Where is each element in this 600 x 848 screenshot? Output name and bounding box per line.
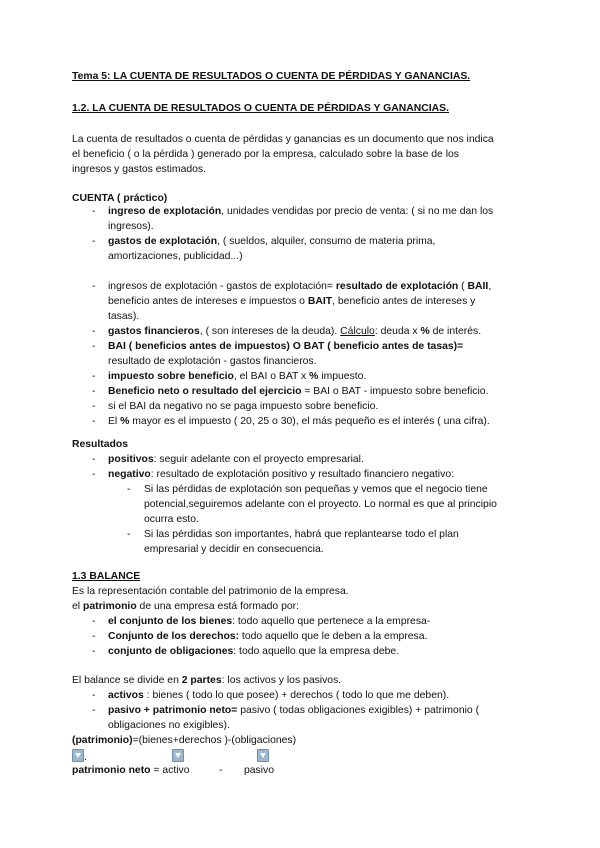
down-arrow-icon xyxy=(172,749,184,762)
down-arrow-icon xyxy=(72,749,84,762)
item-text: de una empresa está formado por: xyxy=(136,601,299,612)
resultados-sub2-line2: empresarial y decidir en consecuencia. xyxy=(144,544,324,555)
balance-division xyxy=(72,675,341,687)
bold-term: conjunto de obligaciones xyxy=(108,646,234,657)
section-heading-1-2: 1.2. LA CUENTA DE RESULTADOS O CUENTA DE PÉRDIDAS Y GANANCIAS. xyxy=(72,103,449,114)
item-text: beneficio antes de intereses e impuestos o xyxy=(108,296,308,307)
item-text: El xyxy=(108,416,121,427)
bullet-dash: - xyxy=(92,690,96,701)
item-text: : resultado de explotación positivo y resultado financiero negativo: xyxy=(150,469,454,480)
bold-term: patrimonio xyxy=(82,601,137,612)
bullet-dash: - xyxy=(92,469,96,480)
balance-derechos xyxy=(108,631,427,643)
cuenta-item-bai-negativo: si el BAI da negativo no se paga impuesto sobre beneficio. xyxy=(108,401,379,412)
patrimonio-neto-minus: - xyxy=(219,765,223,776)
item-text: , xyxy=(488,281,492,292)
bullet-dash: - xyxy=(92,401,96,412)
down-arrow-icon xyxy=(257,749,269,762)
item-text: : bienes ( todo lo que posee) + derechos ( todo lo que me deben). xyxy=(143,690,450,701)
item-text: = BAI o BAT - impuesto sobre beneficio. xyxy=(301,386,489,397)
cuenta-item-gastos-line2: amortizaciones, publicidad...) xyxy=(108,251,243,262)
bullet-dash: - xyxy=(92,454,96,465)
cuenta-item-resultado-line2 xyxy=(108,296,475,308)
balance-pasivo-line2: obligaciones no exigibles). xyxy=(108,720,230,731)
bold-term: 2 partes xyxy=(181,675,222,686)
item-text: de interés. xyxy=(429,326,482,337)
item-text: ( xyxy=(458,281,468,292)
arrow-row xyxy=(72,749,87,764)
bold-term: (patrimonio) xyxy=(72,735,133,746)
item-text: = activo xyxy=(150,765,190,776)
item-text: ingresos de explotación - gastos de explotación= xyxy=(108,281,336,292)
bold-term: gastos de explotación xyxy=(108,236,218,247)
underlined-term: Cálculo xyxy=(340,326,375,337)
item-text: : deuda x xyxy=(374,326,421,337)
bold-term: el conjunto de los bienes xyxy=(108,616,233,627)
arrow-row-3 xyxy=(257,749,269,764)
bold-term: positivos xyxy=(108,454,154,465)
resultados-negativo xyxy=(108,469,454,481)
cuenta-item-resultado xyxy=(108,281,491,293)
bullet-dash: - xyxy=(92,371,96,382)
resultados-sub2-line1: Si las pérdidas son importantes, habrá que replantearse todo el plan xyxy=(144,529,459,540)
balance-bienes xyxy=(108,616,430,628)
patrimonio-neto-pasivo: pasivo xyxy=(244,765,275,776)
bold-term: ingreso de explotación xyxy=(108,206,222,217)
sub-bullet-dash: - xyxy=(127,484,131,495)
item-text: , ( son intereses de la deuda). xyxy=(199,326,341,337)
item-text: , ( sueldos, alquiler, consumo de materia prima, xyxy=(217,236,436,247)
bold-term: gastos financieros xyxy=(108,326,200,337)
cuenta-heading: CUENTA ( práctico) xyxy=(72,193,168,204)
bold-term: impuesto sobre beneficio xyxy=(108,371,234,382)
item-text: : seguir adelante con el proyecto empresarial. xyxy=(153,454,364,465)
patrimonio-formula xyxy=(72,735,296,747)
balance-line1: Es la representación contable del patrimonio de la empresa. xyxy=(72,586,349,597)
bold-term: BAIT xyxy=(307,296,333,307)
cuenta-item-gastos xyxy=(108,236,435,248)
item-text: : todo aquello que la empresa debe. xyxy=(233,646,400,657)
cuenta-item-porcentaje xyxy=(108,416,490,428)
item-text: : los activos y los pasivos. xyxy=(221,675,342,686)
cuenta-item-bai-line2: resultado de explotación - gastos financieros. xyxy=(108,356,317,367)
bullet-dash: - xyxy=(92,236,96,247)
cuenta-item-impuesto xyxy=(108,371,366,383)
bullet-dash: - xyxy=(92,386,96,397)
cuenta-item-bai: BAI ( beneficios antes de impuestos) O BAT ( beneficio antes de tasas)= xyxy=(108,341,464,352)
item-text: , unidades vendidas por precio de venta: ( si no me dan los xyxy=(221,206,494,217)
balance-line2 xyxy=(72,601,299,613)
balance-activos xyxy=(108,690,449,702)
bullet-dash: - xyxy=(92,341,96,352)
bold-term: activos xyxy=(108,690,144,701)
intro-line-1: La cuenta de resultados o cuenta de pérdidas y ganancias es un documento que nos indica xyxy=(72,134,494,145)
item-text: , el BAI o BAT x xyxy=(233,371,310,382)
bold-term: % xyxy=(420,326,430,337)
balance-heading: 1.3 BALANCE xyxy=(72,571,141,582)
sub-bullet-dash: - xyxy=(127,529,131,540)
bold-term: Beneficio neto o resultado del ejercicio xyxy=(108,386,302,397)
bold-term: % xyxy=(120,416,130,427)
arrow-row-2 xyxy=(172,749,184,764)
intro-line-2: el beneficio ( o la pérdida ) generado por la empresa, calculado sobre la base de los xyxy=(72,149,460,160)
cuenta-item-ingreso-line2: ingresos). xyxy=(108,221,154,232)
cuenta-item-ingreso xyxy=(108,206,493,218)
resultados-positivos xyxy=(108,454,364,466)
bullet-dash: - xyxy=(92,631,96,642)
item-text: El balance se divide en xyxy=(72,675,182,686)
patrimonio-neto-line xyxy=(72,765,190,777)
bold-term: pasivo + patrimonio neto= xyxy=(108,705,238,716)
bullet-dash: - xyxy=(92,705,96,716)
item-text: : todo aquello que pertenece a la empresa- xyxy=(232,616,431,627)
bold-term: negativo xyxy=(108,469,151,480)
cuenta-item-beneficio-neto xyxy=(108,386,488,398)
resultados-sub1-line1: Si las pérdidas de explotación son pequeñas y vemos que el negocio tiene xyxy=(144,484,488,495)
bullet-dash: - xyxy=(92,646,96,657)
item-text: el xyxy=(72,601,83,612)
item-text: mayor es el impuesto ( 20, 25 o 30), el más pequeño es el interés ( una cifra). xyxy=(129,416,490,427)
bullet-dash: - xyxy=(92,416,96,427)
cuenta-item-resultado-line3: tasas). xyxy=(108,311,140,322)
cuenta-item-gastos-financieros xyxy=(108,326,481,338)
item-text: todo aquello que le deben a la empresa. xyxy=(239,631,428,642)
balance-obligaciones xyxy=(108,646,399,658)
bold-term: patrimonio neto xyxy=(72,765,151,776)
item-text: impuesto. xyxy=(318,371,367,382)
resultados-sub1-line2: potencial,seguiremos adelante con el proyecto. Lo normal es que al principio xyxy=(144,499,497,510)
bullet-dash: - xyxy=(92,281,96,292)
bullet-dash: - xyxy=(92,206,96,217)
bold-term: % xyxy=(309,371,319,382)
bold-term: resultado de explotación xyxy=(335,281,459,292)
item-text: =(bienes+derechos )-(obligaciones) xyxy=(132,735,297,746)
intro-line-3: ingresos y gastos estimados. xyxy=(72,164,206,175)
bold-term: Conjunto de los derechos: xyxy=(108,631,240,642)
item-text: , beneficio antes de intereses y xyxy=(332,296,476,307)
resultados-heading: Resultados xyxy=(72,439,129,450)
bold-term: BAII xyxy=(467,281,489,292)
resultados-sub1-line3: ocurra esto. xyxy=(144,514,199,525)
bullet-dash: - xyxy=(92,326,96,337)
document-title: Tema 5: LA CUENTA DE RESULTADOS O CUENTA DE PÉRDIDAS Y GANANCIAS. xyxy=(72,71,471,82)
balance-pasivo xyxy=(108,705,479,717)
item-text: . xyxy=(84,752,87,763)
item-text: pasivo ( todas obligaciones exigibles) + patrimonio ( xyxy=(237,705,480,716)
bullet-dash: - xyxy=(92,616,96,627)
